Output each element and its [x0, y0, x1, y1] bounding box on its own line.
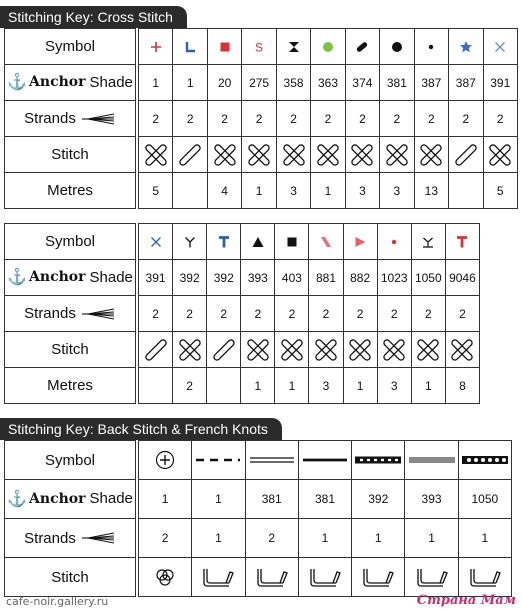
cell-symbol	[377, 224, 411, 260]
cell-strands: 2	[207, 101, 241, 137]
row-label-stitch: Stitch	[5, 137, 136, 173]
watermark-logo: Страна Мам	[416, 593, 516, 608]
cell-shade: 1	[192, 480, 245, 519]
row-label-stitch: Stitch	[5, 332, 136, 368]
cross-stitch-title: Stitching Key: Cross Stitch	[0, 6, 187, 28]
svg-text:S: S	[255, 40, 264, 54]
row-label-strands: Strands	[5, 101, 136, 137]
row-label-symbol: Symbol	[5, 441, 136, 480]
row-strands	[5, 296, 480, 332]
cell-shade: 393	[405, 480, 458, 519]
symbol-circle-icon	[311, 40, 344, 54]
cell-shade: 381	[245, 480, 298, 519]
symbol-dot-icon	[378, 235, 411, 249]
cell-symbol	[173, 224, 207, 260]
cell-metres	[449, 173, 483, 209]
full-stitch-icon	[380, 144, 413, 166]
cell-symbol	[276, 29, 310, 65]
symbol-circle-icon	[380, 40, 413, 54]
cell-shade: 391	[139, 260, 173, 296]
symbol-dashed-line-icon	[192, 455, 244, 465]
cell-shade: 403	[275, 260, 309, 296]
cell-symbol	[275, 224, 309, 260]
cell-symbol	[139, 441, 192, 480]
row-strands	[5, 101, 518, 137]
cell-shade: 391	[483, 65, 517, 101]
cell-stitch	[276, 137, 310, 173]
symbol-triangle-right-icon	[344, 235, 377, 249]
cell-strands: 2	[483, 101, 517, 137]
cell-symbol	[242, 29, 276, 65]
row-symbol	[5, 29, 518, 65]
cell-metres: 1	[275, 368, 309, 404]
symbol-corner-icon	[173, 40, 206, 54]
cell-stitch	[241, 332, 275, 368]
cell-stitch	[405, 558, 458, 597]
row-label-symbol: Symbol	[5, 29, 136, 65]
cell-symbol	[345, 29, 379, 65]
cell-strands: 2	[173, 101, 207, 137]
cell-shade: 381	[298, 480, 351, 519]
full-stitch-icon	[344, 339, 377, 361]
cell-symbol	[411, 224, 445, 260]
cell-shade: 374	[345, 65, 379, 101]
cell-shade: 358	[276, 65, 310, 101]
symbol-capsule-icon	[346, 40, 379, 54]
cell-shade: 393	[241, 260, 275, 296]
cell-symbol	[414, 29, 448, 65]
cell-metres: 5	[139, 173, 173, 209]
cell-shade: 20	[207, 65, 241, 101]
symbol-burst-icon	[412, 235, 445, 249]
symbol-thick-line-icon	[299, 455, 351, 465]
symbol-grey-band-icon	[405, 455, 457, 465]
cell-stitch	[173, 332, 207, 368]
cell-symbol	[207, 224, 241, 260]
cell-stitch	[352, 558, 405, 597]
symbol-parallelogram-icon	[309, 235, 342, 249]
cell-stitch	[411, 332, 445, 368]
cell-metres: 3	[309, 368, 343, 404]
cell-symbol	[173, 29, 207, 65]
cell-symbol	[458, 441, 511, 480]
thread-strands-icon	[82, 308, 116, 320]
cell-strands: 2	[242, 101, 276, 137]
cell-strands: 2	[343, 296, 377, 332]
row-label-strands: Strands	[5, 519, 136, 558]
row-stitch	[5, 558, 512, 597]
symbol-dot-icon	[415, 40, 448, 54]
cell-strands: 2	[311, 101, 345, 137]
anchor-icon: ⚓	[7, 267, 28, 287]
row-metres	[5, 368, 480, 404]
cell-stitch	[458, 558, 511, 597]
symbol-circle-plus-icon	[139, 450, 191, 470]
cell-symbol	[449, 29, 483, 65]
thread-strands-icon	[82, 532, 116, 544]
cell-metres: 1	[242, 173, 276, 209]
row-stitch	[5, 332, 480, 368]
symbol-dotted-band-icon	[352, 455, 404, 465]
cell-shade: 881	[309, 260, 343, 296]
cell-stitch	[377, 332, 411, 368]
full-stitch-icon	[412, 339, 445, 361]
cell-stitch	[275, 332, 309, 368]
cell-stitch	[343, 332, 377, 368]
cell-metres	[139, 368, 173, 404]
full-stitch-icon	[484, 144, 517, 166]
cell-strands: 2	[445, 296, 479, 332]
half-stitch-icon	[173, 144, 206, 166]
cell-shade: 392	[352, 480, 405, 519]
full-stitch-icon	[346, 144, 379, 166]
cell-metres: 1	[411, 368, 445, 404]
cell-stitch	[173, 137, 207, 173]
cell-symbol	[207, 29, 241, 65]
cell-symbol	[139, 224, 173, 260]
cell-stitch	[309, 332, 343, 368]
cell-strands: 2	[139, 519, 192, 558]
cell-symbol	[311, 29, 345, 65]
anchor-logo: ⚓ Anchor	[7, 267, 86, 287]
cell-shade: 1	[139, 65, 173, 101]
cell-metres: 8	[445, 368, 479, 404]
row-strands	[5, 519, 512, 558]
cell-metres: 3	[377, 368, 411, 404]
anchor-icon: ⚓	[7, 488, 28, 508]
full-stitch-icon	[311, 144, 344, 166]
cell-symbol	[309, 224, 343, 260]
cell-stitch	[445, 332, 479, 368]
symbol-triangle-icon	[241, 235, 274, 249]
full-stitch-icon	[415, 144, 448, 166]
cell-strands: 2	[411, 296, 445, 332]
cell-shade: 1023	[377, 260, 411, 296]
symbol-bead-band-icon	[459, 455, 511, 465]
back-stitch-table	[4, 440, 512, 597]
anchor-icon: ⚓	[7, 72, 28, 92]
cell-metres: 1	[343, 368, 377, 404]
cell-metres: 3	[345, 173, 379, 209]
cell-strands: 2	[207, 296, 241, 332]
cell-strands: 1	[458, 519, 511, 558]
cell-symbol	[139, 29, 173, 65]
cell-stitch	[139, 332, 173, 368]
cell-metres	[173, 173, 207, 209]
anchor-logo: ⚓ Anchor	[7, 488, 86, 508]
cell-stitch	[139, 137, 173, 173]
cell-strands: 2	[377, 296, 411, 332]
cell-symbol	[352, 441, 405, 480]
cell-shade: 275	[242, 65, 276, 101]
full-stitch-icon	[378, 339, 411, 361]
row-symbol	[5, 224, 480, 260]
back-stitch-icon	[246, 566, 298, 588]
back-stitch-icon	[459, 566, 511, 588]
cell-stitch	[139, 558, 192, 597]
cell-symbol	[298, 441, 351, 480]
cell-stitch	[207, 137, 241, 173]
cross-stitch-table-2	[4, 223, 480, 404]
cell-strands: 2	[449, 101, 483, 137]
symbol-x-icon	[139, 235, 172, 249]
row-shade	[5, 260, 480, 296]
symbol-hourglass-icon	[277, 40, 310, 54]
row-label-strands: Strands	[5, 296, 136, 332]
cell-shade: 9046	[445, 260, 479, 296]
full-stitch-icon	[275, 339, 308, 361]
cell-metres: 5	[483, 173, 517, 209]
cell-symbol	[245, 441, 298, 480]
cell-stitch	[380, 137, 414, 173]
cell-stitch	[414, 137, 448, 173]
symbol-t-icon	[207, 235, 240, 249]
cell-strands: 2	[241, 296, 275, 332]
cell-strands: 1	[298, 519, 351, 558]
half-stitch-icon	[449, 144, 482, 166]
cell-shade: 381	[380, 65, 414, 101]
cell-strands: 2	[380, 101, 414, 137]
back-stitch-icon	[352, 566, 404, 588]
french-knot-stitch-icon	[139, 566, 191, 588]
anchor-logo: ⚓ Anchor	[7, 72, 86, 92]
cell-stitch	[207, 332, 241, 368]
cell-stitch	[298, 558, 351, 597]
row-label-stitch: Stitch	[5, 558, 136, 597]
cell-shade: 387	[414, 65, 448, 101]
cell-strands: 2	[245, 519, 298, 558]
cross-stitch-table-1	[4, 28, 518, 209]
full-stitch-icon	[446, 339, 479, 361]
row-label-metres: Metres	[5, 368, 136, 404]
back-stitch-icon	[405, 566, 457, 588]
cell-stitch	[242, 137, 276, 173]
cell-symbol	[405, 441, 458, 480]
cell-strands: 2	[139, 296, 173, 332]
cell-symbol	[241, 224, 275, 260]
watermark-site: cafe-noir.gallery.ru	[6, 595, 109, 608]
row-label-metres: Metres	[5, 173, 136, 209]
half-stitch-icon	[207, 339, 240, 361]
cell-strands: 2	[309, 296, 343, 332]
back-stitch-icon	[192, 566, 244, 588]
cell-symbol	[380, 29, 414, 65]
cell-shade: 1050	[458, 480, 511, 519]
cell-strands: 1	[405, 519, 458, 558]
row-stitch	[5, 137, 518, 173]
cell-shade: 882	[343, 260, 377, 296]
symbol-x-icon	[484, 40, 517, 54]
full-stitch-icon	[139, 144, 172, 166]
symbol-y-icon	[173, 235, 206, 249]
row-label-shade: ⚓ Anchor Shade	[5, 480, 136, 519]
symbol-double-line-icon	[246, 455, 298, 465]
full-stitch-icon	[309, 339, 342, 361]
cell-symbol	[343, 224, 377, 260]
cell-strands: 2	[414, 101, 448, 137]
cell-metres: 4	[207, 173, 241, 209]
cell-metres: 3	[380, 173, 414, 209]
symbol-star-icon	[449, 40, 482, 54]
symbol-letter-s-icon	[242, 40, 275, 54]
thread-strands-icon	[82, 113, 116, 125]
cell-metres	[207, 368, 241, 404]
cell-metres: 1	[241, 368, 275, 404]
row-label-shade: ⚓ Anchor Shade	[5, 260, 136, 296]
cell-strands: 1	[192, 519, 245, 558]
symbol-square-icon	[275, 235, 308, 249]
cell-stitch	[192, 558, 245, 597]
back-stitch-title: Stitching Key: Back Stitch & French Knots	[0, 418, 282, 440]
cell-strands: 2	[173, 296, 207, 332]
row-shade	[5, 65, 518, 101]
full-stitch-icon	[173, 339, 206, 361]
symbol-square-icon	[208, 40, 241, 54]
row-shade	[5, 480, 512, 519]
cell-metres: 2	[173, 368, 207, 404]
cell-strands: 2	[139, 101, 173, 137]
half-stitch-icon	[139, 339, 172, 361]
row-label-symbol: Symbol	[5, 224, 136, 260]
cell-shade: 1	[173, 65, 207, 101]
cell-stitch	[449, 137, 483, 173]
cell-shade: 392	[207, 260, 241, 296]
cell-stitch	[345, 137, 379, 173]
row-metres	[5, 173, 518, 209]
back-stitch-icon	[299, 566, 351, 588]
symbol-plus-icon	[139, 40, 172, 54]
cell-stitch	[311, 137, 345, 173]
cell-shade: 387	[449, 65, 483, 101]
cell-shade: 1	[139, 480, 192, 519]
cell-symbol	[445, 224, 479, 260]
row-symbol	[5, 441, 512, 480]
symbol-t-icon	[446, 235, 479, 249]
full-stitch-icon	[208, 144, 241, 166]
cell-symbol	[483, 29, 517, 65]
cell-stitch	[483, 137, 517, 173]
cell-symbol	[192, 441, 245, 480]
cell-metres: 1	[311, 173, 345, 209]
cell-strands: 2	[276, 101, 310, 137]
cell-strands: 2	[345, 101, 379, 137]
cell-shade: 1050	[411, 260, 445, 296]
cell-strands: 2	[275, 296, 309, 332]
row-label-shade: ⚓ Anchor Shade	[5, 65, 136, 101]
full-stitch-icon	[241, 339, 274, 361]
cell-metres: 13	[414, 173, 448, 209]
cell-shade: 392	[173, 260, 207, 296]
cell-strands: 1	[352, 519, 405, 558]
cell-shade: 363	[311, 65, 345, 101]
full-stitch-icon	[277, 144, 310, 166]
cell-metres: 3	[276, 173, 310, 209]
full-stitch-icon	[242, 144, 275, 166]
cell-stitch	[245, 558, 298, 597]
